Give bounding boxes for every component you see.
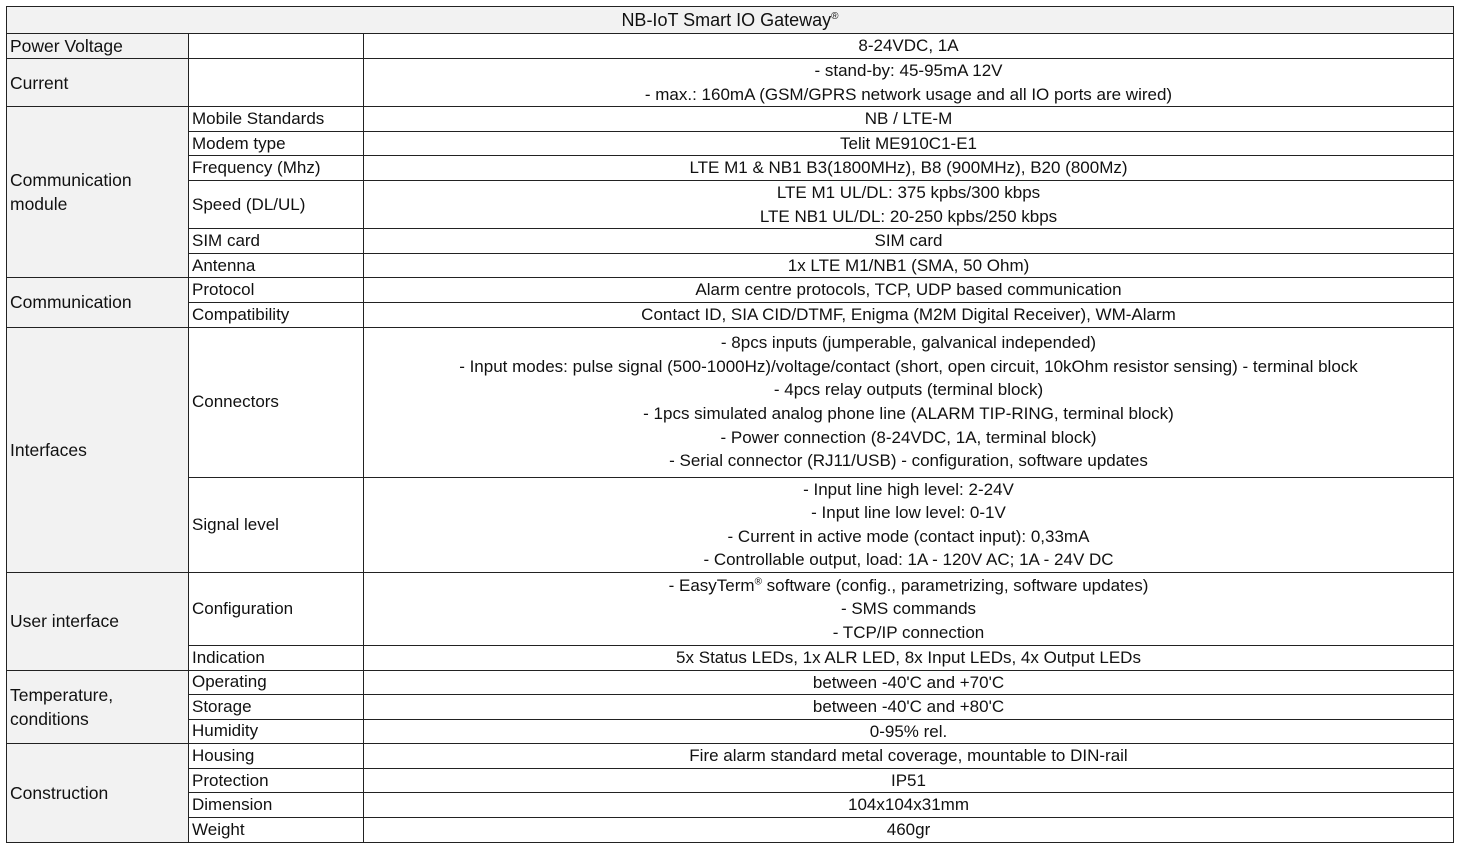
param-humidity: Humidity xyxy=(189,719,364,744)
param-weight: Weight xyxy=(189,818,364,843)
value-line: - Power connection (8-24VDC, 1A, terminal block) xyxy=(720,427,1097,447)
param-mobile-standards: Mobile Standards xyxy=(189,107,364,132)
value-mobile-standards: NB / LTE-M xyxy=(364,107,1454,132)
param-antenna: Antenna xyxy=(189,253,364,278)
category-line: conditions xyxy=(10,708,89,729)
table-row xyxy=(7,818,1454,843)
value-line: - 4pcs relay outputs (terminal block) xyxy=(773,380,1044,400)
table-row xyxy=(7,180,1454,228)
param-connectors: Connectors xyxy=(189,327,364,477)
param-speed: Speed (DL/UL) xyxy=(189,180,364,228)
value-speed xyxy=(364,180,1454,228)
value-current xyxy=(364,59,1454,107)
param-compatibility: Compatibility xyxy=(189,302,364,327)
param-sim-card: SIM card xyxy=(189,229,364,254)
param-configuration: Configuration xyxy=(189,572,364,645)
value-line xyxy=(367,574,1450,598)
value-line: - Current in active mode (contact input): 0,33mA xyxy=(727,526,1090,546)
param-cell-empty xyxy=(189,34,364,59)
category-communication-module: Communication module xyxy=(7,107,189,278)
value-humidity: 0-95% rel. xyxy=(364,719,1454,744)
value-modem-type: Telit ME910C1-E1 xyxy=(364,131,1454,156)
title-text: NB-IoT Smart IO Gateway xyxy=(621,9,832,30)
param-frequency: Frequency (Mhz) xyxy=(189,156,364,181)
easyterm-suffix: software (config., parametrizing, software updates) xyxy=(761,575,1149,595)
value-line: LTE M1 UL/DL: 375 kpbs/300 kbps xyxy=(776,182,1041,202)
param-operating: Operating xyxy=(189,670,364,695)
param-protection: Protection xyxy=(189,768,364,793)
value-protocol: Alarm centre protocols, TCP, UDP based communication xyxy=(364,278,1454,303)
value-line: - stand-by: 45-95mA 12V xyxy=(814,61,1003,80)
table-row xyxy=(7,302,1454,327)
easyterm-text: - EasyTerm xyxy=(668,575,755,595)
registered-mark: ® xyxy=(754,575,762,587)
table-row xyxy=(7,229,1454,254)
table-row xyxy=(7,719,1454,744)
table-row xyxy=(7,34,1454,59)
value-housing: Fire alarm standard metal coverage, mountable to DIN-rail xyxy=(364,744,1454,769)
value-configuration xyxy=(364,572,1454,645)
category-power-voltage: Power Voltage xyxy=(7,34,189,59)
value-connectors xyxy=(364,327,1454,477)
value-line: LTE NB1 UL/DL: 20-250 kpbs/250 kbps xyxy=(759,206,1058,226)
value-line: - Serial connector (RJ11/USB) - configuration, software updates xyxy=(669,451,1148,471)
value-compatibility: Contact ID, SIA CID/DTMF, Enigma (M2M Digital Receiver), WM-Alarm xyxy=(364,302,1454,327)
param-indication: Indication xyxy=(189,645,364,670)
value-line: - SMS commands xyxy=(840,599,977,619)
param-storage: Storage xyxy=(189,695,364,720)
table-row xyxy=(7,477,1454,572)
category-user-interface: User interface xyxy=(7,572,189,670)
spec-table xyxy=(6,6,1454,843)
param-dimension: Dimension xyxy=(189,793,364,818)
value-power-voltage: 8-24VDC, 1A xyxy=(364,34,1454,59)
param-cell-empty xyxy=(189,59,364,107)
table-row xyxy=(7,793,1454,818)
category-construction: Construction xyxy=(7,744,189,842)
table-row xyxy=(7,768,1454,793)
table-row xyxy=(7,744,1454,769)
value-line: - Input modes: pulse signal (500-1000Hz)/voltage/contact (short, open circuit, 10kOhm resistor sensing) - terminal block xyxy=(459,356,1358,376)
table-row xyxy=(7,670,1454,695)
table-row xyxy=(7,645,1454,670)
value-sim-card: SIM card xyxy=(364,229,1454,254)
value-line: - max.: 160mA (GSM/GPRS network usage and all IO ports are wired) xyxy=(644,84,1173,104)
value-line: - Input line low level: 0-1V xyxy=(811,503,1006,523)
param-housing: Housing xyxy=(189,744,364,769)
value-weight: 460gr xyxy=(364,818,1454,843)
value-operating: between -40'C and +70'C xyxy=(364,670,1454,695)
table-row xyxy=(7,156,1454,181)
value-protection: IP51 xyxy=(364,768,1454,793)
value-dimension: 104x104x31mm xyxy=(364,793,1454,818)
table-row xyxy=(7,107,1454,132)
category-interfaces: Interfaces xyxy=(7,327,189,572)
value-storage: between -40'C and +80'C xyxy=(364,695,1454,720)
value-frequency: LTE M1 & NB1 B3(1800MHz), B8 (900MHz), B20 (800Mz) xyxy=(364,156,1454,181)
category-temperature xyxy=(7,670,189,744)
value-line: - TCP/IP connection xyxy=(832,622,985,642)
table-row xyxy=(7,278,1454,303)
param-modem-type: Modem type xyxy=(189,131,364,156)
table-row xyxy=(7,253,1454,278)
table-row xyxy=(7,327,1454,477)
value-line: - 8pcs inputs (jumperable, galvanical independed) xyxy=(720,333,1097,353)
value-line: - Input line high level: 2-24V xyxy=(803,479,1014,499)
param-protocol: Protocol xyxy=(189,278,364,303)
category-current: Current xyxy=(7,59,189,107)
value-signal-level xyxy=(364,477,1454,572)
category-line: Temperature, xyxy=(10,684,114,705)
title-row xyxy=(7,7,1454,34)
value-line: - Controllable output, load: 1A - 120V AC; 1A - 24V DC xyxy=(703,550,1114,570)
value-line: - 1pcs simulated analog phone line (ALARM TIP-RING, terminal block) xyxy=(643,404,1174,424)
value-antenna: 1x LTE M1/NB1 (SMA, 50 Ohm) xyxy=(364,253,1454,278)
param-signal-level: Signal level xyxy=(189,477,364,572)
category-communication: Communication xyxy=(7,278,189,327)
value-indication: 5x Status LEDs, 1x ALR LED, 8x Input LEDs, 4x Output LEDs xyxy=(364,645,1454,670)
table-row xyxy=(7,131,1454,156)
table-row xyxy=(7,572,1454,645)
registered-mark: ® xyxy=(831,10,839,22)
table-title xyxy=(7,7,1454,34)
table-row xyxy=(7,695,1454,720)
table-row xyxy=(7,59,1454,107)
